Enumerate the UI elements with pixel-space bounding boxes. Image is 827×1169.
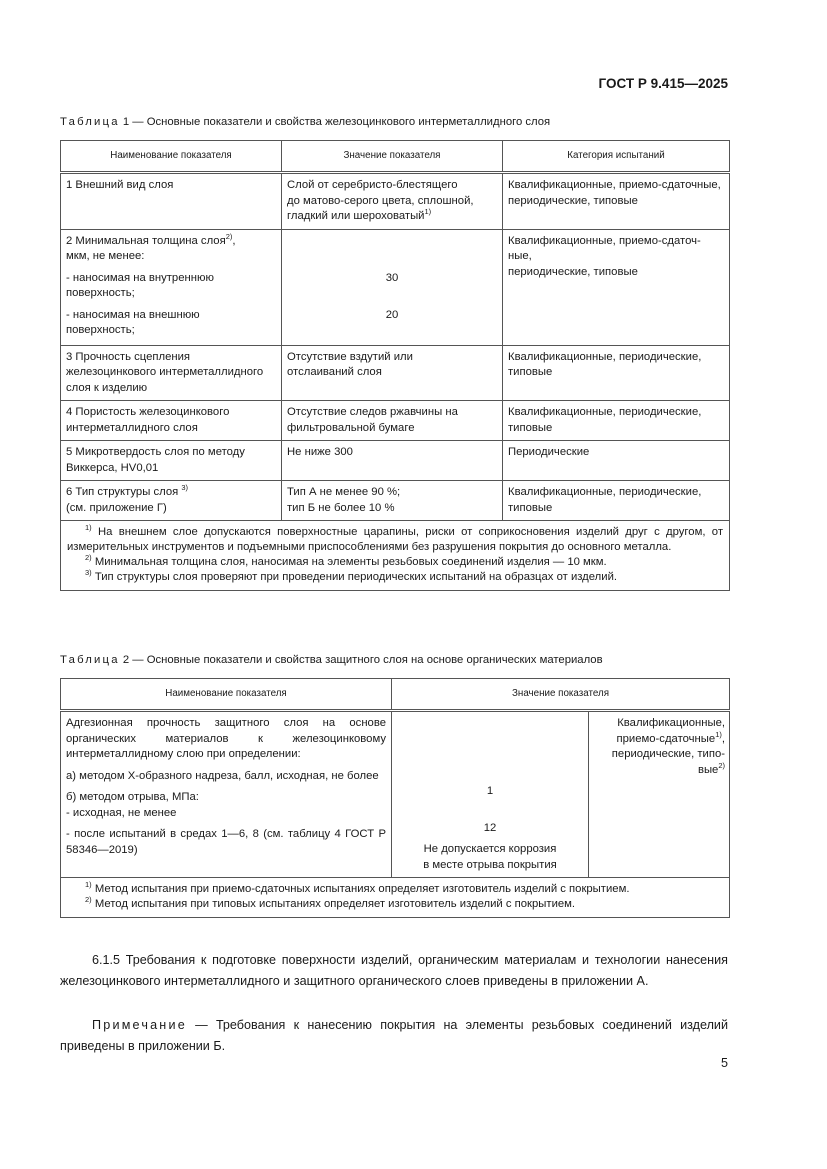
table-row xyxy=(61,173,730,230)
footnote-mark: 2) xyxy=(85,553,92,562)
table2-method-a-name: а) методом Х-образного надреза, балл, исходная, не более xyxy=(66,769,379,782)
table2-method-b-after-value: Не допускается коррозия xyxy=(423,843,557,855)
row2-category-line: ные, xyxy=(508,250,532,262)
row3-category: Квалификационные, периодические, типовые xyxy=(503,345,730,401)
row2-category-line: Квалификационные, приемо-сдаточ- xyxy=(508,234,701,247)
paragraph-6-1-5: 6.1.5 Требования к подготовке поверхности изделий, органическим материалам и технологии нанесения железоцинкового интерметаллидного и защитного органического слоев приведены в приложении А. xyxy=(60,953,728,988)
table2-method-b-name: б) методом отрыва, МПа: xyxy=(66,791,199,803)
table2-method-b-initial-value: 12 xyxy=(483,821,497,834)
table2 xyxy=(60,678,730,918)
row2-sub2-name: - наносимая на внешнюю поверхность; xyxy=(66,308,200,336)
row2-name-text: 2 Минимальная толщина слоя xyxy=(66,234,226,247)
table1-header-category: Категория испытаний xyxy=(503,141,730,173)
footnote-text: Тип структуры слоя проверяют при проведении периодических испытаний на образцах от изделий. xyxy=(94,571,618,583)
footnote-item xyxy=(67,555,723,570)
row2-category xyxy=(503,229,730,345)
footnote-ref: 2) xyxy=(718,760,726,770)
footnote-mark: 1) xyxy=(85,523,92,532)
footnote-text: Метод испытания при типовых испытаниях определяет изготовитель изделий с покрытием. xyxy=(94,898,576,910)
row1-name: 1 Внешний вид слоя xyxy=(61,173,282,230)
table1-header-value: Значение показателя xyxy=(282,141,503,173)
footnote-item xyxy=(67,570,723,585)
row2-category-line: периодические, типовые xyxy=(508,265,638,278)
footnote-item xyxy=(67,897,723,912)
row3-name: 3 Прочность сцепления железоцинкового интерметаллидного слоя к изделию xyxy=(61,345,282,401)
table2-method-b-initial-name: - исходная, не менее xyxy=(66,806,177,819)
row2-sub1-name: - наносимая на внутреннюю поверхность; xyxy=(66,271,214,299)
table1-caption-prefix: Таблица xyxy=(60,116,120,128)
note-label: Примечание xyxy=(92,1018,187,1032)
footnote-text: Метод испытания при приемо-сдаточных испытаниях определяет изготовитель изделий с покрытием. xyxy=(94,883,630,895)
table2-header-value: Значение показателя xyxy=(392,679,730,711)
footnote-text: На внешнем слое допускаются поверхностные царапины, риски от соприкосновения изделий друг с другом, от измерительных инструментов и подъемными приспособлениями без разрушения покрытия до основного металла. xyxy=(67,526,724,553)
row4-category: Квалификационные, периодические, типовые xyxy=(503,401,730,441)
row2-name-tail: , xyxy=(232,234,236,247)
table2-intro: Адгезионная прочность защитного слоя на основе органических материалов к железоцинковому интерметаллидному слою при определении: xyxy=(66,717,386,760)
row5-category: Периодические xyxy=(503,441,730,481)
table2-row-category xyxy=(589,711,730,878)
table2-method-b-after-value: в месте отрыва покрытия xyxy=(423,858,557,871)
table2-footnotes xyxy=(61,878,730,918)
table2-row-name xyxy=(61,711,392,878)
table2-row-value xyxy=(392,711,589,878)
table-row xyxy=(61,441,730,481)
table1-caption-text: 1 — Основные показатели и свойства железоцинкового интерметаллидного слоя xyxy=(122,116,551,128)
row2-name xyxy=(61,229,282,345)
table1-footnotes xyxy=(61,521,730,591)
row1-value-text: гладкий или шероховатый xyxy=(287,210,425,222)
note xyxy=(60,1015,728,1057)
row6-value-line: Тип А не менее 90 %; xyxy=(287,486,401,498)
table2-header-name: Наименование показателя xyxy=(61,679,392,711)
table1-caption xyxy=(60,116,550,128)
table-row xyxy=(61,229,730,345)
table2-caption-prefix: Таблица xyxy=(60,654,120,666)
note-text: — Требования к нанесению покрытия на элементы резьбовых соединений изделий приведены в приложении Б. xyxy=(60,1018,728,1053)
table2-caption xyxy=(60,654,603,666)
page-number: 5 xyxy=(720,1056,728,1070)
section-paragraph xyxy=(60,950,728,992)
footnote-ref: 3) xyxy=(181,483,189,492)
row4-name: 4 Пористость железоцинкового интерметаллидного слоя xyxy=(61,401,282,441)
row2-sub1-value: 30 xyxy=(385,271,399,284)
footnote-mark: 2) xyxy=(85,895,92,904)
row6-category: Квалификационные, периодические, типовые xyxy=(503,481,730,521)
footnote-ref: 1) xyxy=(715,729,722,739)
footnote-ref: 2) xyxy=(225,231,233,241)
table2-method-b-after-name: - после испытаний в средах 1—6, 8 (см. таблицу 4 ГОСТ Р 58346—2019) xyxy=(66,828,386,856)
row6-name-title xyxy=(66,485,276,501)
table2-footnotes-row xyxy=(61,878,730,918)
row6-name-ref: (см. приложение Г) xyxy=(66,501,167,514)
footnote-ref: 1) xyxy=(424,207,432,216)
row2-sub2-value: 20 xyxy=(385,309,399,321)
table1 xyxy=(60,140,730,591)
table-row xyxy=(61,481,730,521)
row6-name xyxy=(61,481,282,521)
table2-method-a-value: 1 xyxy=(486,785,494,797)
table2-category-text: , периодические, типо-вые xyxy=(611,732,726,776)
row6-value xyxy=(282,481,503,521)
footnote-mark: 1) xyxy=(85,880,92,889)
table2-caption-text: 2 — Основные показатели и свойства защитного слоя на основе органических материалов xyxy=(122,654,603,666)
table1-header-row xyxy=(61,141,730,173)
table-row xyxy=(61,711,730,878)
footnote-item xyxy=(67,525,723,555)
row3-value: Отсутствие вздутий или отслаиваний слоя xyxy=(282,345,503,401)
note-block xyxy=(60,1015,728,1057)
row1-value-line xyxy=(287,209,497,225)
row6-value-line: тип Б не более 10 % xyxy=(287,501,395,514)
row2-name-title xyxy=(66,231,276,250)
row2-value xyxy=(282,229,503,345)
table2-category-text: Квалификационные, приемо-сдаточные xyxy=(616,717,726,745)
row1-value-line: Слой от серебристо-блестящего xyxy=(287,179,458,191)
row4-value: Отсутствие следов ржавчины на фильтровальной бумаге xyxy=(282,401,503,441)
footnote-item xyxy=(67,882,723,897)
row5-name: 5 Микротвердость слоя по методу Виккерса, HV0,01 xyxy=(61,441,282,481)
document-number: ГОСТ Р 9.415—2025 xyxy=(598,76,728,91)
footnote-mark: 3) xyxy=(85,568,92,577)
row6-name-text: 6 Тип структуры слоя xyxy=(66,486,179,498)
row2-name-unit: мкм, не менее: xyxy=(66,250,145,262)
row1-value-line: до матово-серого цвета, сплошной, xyxy=(287,194,474,207)
table-row xyxy=(61,401,730,441)
footnote-text: Минимальная толщина слоя, наносимая на элементы резьбовых соединений изделия — 10 мкм. xyxy=(94,556,607,568)
table-row xyxy=(61,345,730,401)
table1-footnotes-row xyxy=(61,521,730,591)
row1-category: Квалификационные, приемо-сдаточные, периодические, типовые xyxy=(503,173,730,230)
row5-value: Не ниже 300 xyxy=(282,441,503,481)
table1-header-name: Наименование показателя xyxy=(61,141,282,173)
table2-header-row xyxy=(61,679,730,711)
row1-value xyxy=(282,173,503,230)
